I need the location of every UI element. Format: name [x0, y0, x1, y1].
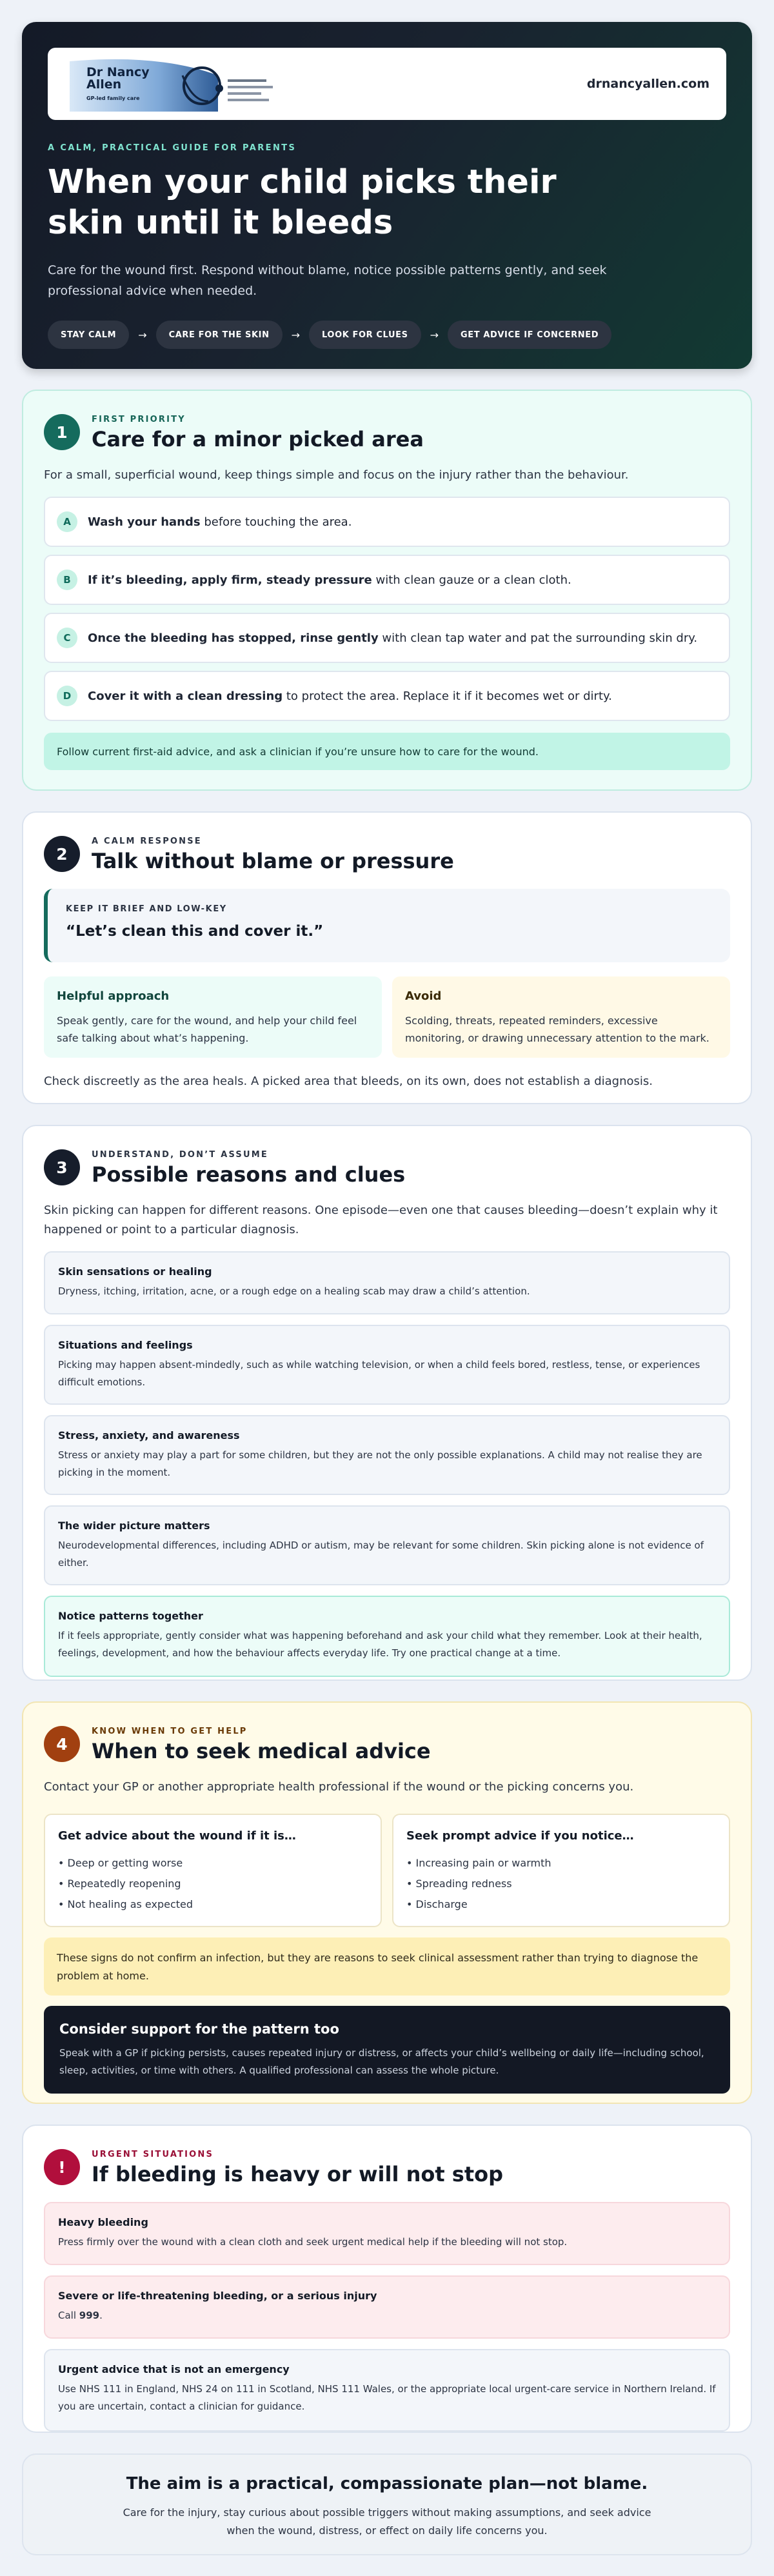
list-item — [44, 497, 730, 547]
step-letter-badge: C — [57, 628, 77, 648]
site-url-link[interactable]: drnancyallen.com — [586, 77, 710, 91]
closing-section — [22, 2453, 752, 2555]
wound-advice-box — [44, 1814, 382, 1927]
closing-text: Care for the injury, stay curious about possible triggers without making assumptions, and seek advice when the wound, distress, or effect on daily life concerns you. — [123, 2506, 651, 2537]
arrow-right-icon: → — [138, 328, 147, 341]
section-reasons — [22, 1125, 752, 1681]
list-item: • Deep or getting worse — [58, 1857, 183, 1869]
section-intro: For a small, superficial wound, keep things simple and focus on the injury rather than the behaviour. — [44, 468, 629, 482]
clue-text: Dryness, itching, irritation, acne, or a rough edge on a healing scab may draw a child’s attention. — [58, 1285, 530, 1297]
section-number-badge: 4 — [44, 1726, 80, 1762]
closing-title: The aim is a practical, compassionate plan—not blame. — [126, 2474, 648, 2493]
logo-name-line1: Dr Nancy — [86, 65, 150, 79]
list-item: • Repeatedly reopening — [58, 1878, 181, 1890]
quote-eyebrow: KEEP IT BRIEF AND LOW-KEY — [66, 904, 227, 914]
non-emergency-card — [44, 2349, 730, 2432]
step-letter-badge: B — [57, 570, 77, 590]
clue-text: Neurodevelopmental differences, including ADHD or autism, may be relevant for some children. Skin picking alone is not evidence of either. — [58, 1540, 704, 1569]
header-bar — [48, 48, 726, 120]
section-title: If bleeding is heavy or will not stop — [92, 2162, 503, 2186]
quote-text: “Let’s clean this and cover it.” — [66, 923, 324, 940]
list-item — [44, 555, 730, 605]
card-text — [58, 2307, 716, 2324]
clue-text: If it feels appropriate, gently consider what was happening beforehand and ask your child what they remember. Look at their health, feelings, development, and how the behaviour affects everyday life. Try one practical change at a time. — [58, 1630, 702, 1659]
card-title: Severe or life-threatening bleeding, or a serious injury — [58, 2290, 377, 2302]
section-number-badge: 1 — [44, 414, 80, 450]
section-title: Possible reasons and clues — [92, 1162, 406, 1187]
prompt-advice-box — [392, 1814, 730, 1927]
section-title: Care for a minor picked area — [92, 427, 424, 451]
box-title: Helpful approach — [57, 989, 170, 1003]
box-title: Seek prompt advice if you notice… — [406, 1829, 634, 1843]
care-steps-list — [44, 497, 730, 721]
card-title: Heavy bleeding — [58, 2216, 148, 2228]
step-text: to protect the area. Replace it if it becomes wet or dirty. — [283, 689, 612, 703]
hero-eyebrow: A CALM, PRACTICAL GUIDE FOR PARENTS — [48, 143, 297, 153]
section-eyebrow: URGENT SITUATIONS — [92, 2150, 214, 2159]
step-bold-text: Cover it with a clean dressing — [88, 689, 283, 703]
step-letter-badge: D — [57, 686, 77, 706]
section-number-badge: 3 — [44, 1149, 80, 1185]
avoid-box — [392, 976, 730, 1058]
section-intro: Skin picking can happen for different reasons. One episode—even one that causes bleeding—doesn’t explain why it happened or point to a particular diagnosis. — [44, 1204, 718, 1236]
step-bold-text: If it’s bleeding, apply firm, steady pressure — [88, 573, 372, 587]
section-urgent — [22, 2125, 752, 2433]
list-item: • Discharge — [406, 1898, 468, 1910]
support-box — [44, 2006, 730, 2094]
emergency-number[interactable]: 999 — [79, 2310, 100, 2321]
call-text: Call — [58, 2310, 79, 2321]
step-flow — [48, 321, 726, 349]
box-title: Consider support for the pattern too — [59, 2021, 339, 2037]
box-text: Speak with a GP if picking persists, causes repeated injury or distress, or affects your child’s wellbeing or daily life—including school, sleep, activities, or time with others. A qualified professional can assess the whole picture. — [59, 2047, 704, 2076]
quote-box — [44, 889, 730, 962]
infection-note: These signs do not confirm an infection, but they are reasons to seek clinical assessment rather than trying to diagnose the problem at home. — [44, 1937, 730, 1996]
hero-section — [22, 22, 752, 369]
notice-patterns-card — [44, 1596, 730, 1677]
section-care — [22, 390, 752, 791]
list-item: • Increasing pain or warmth — [406, 1857, 551, 1869]
step-pill-get-advice[interactable]: GET ADVICE IF CONCERNED — [448, 321, 611, 349]
box-text: Scolding, threats, repeated reminders, excessive monitoring, or drawing unnecessary attention to the mark. — [405, 1015, 710, 1044]
step-pill-stay-calm[interactable]: STAY CALM — [48, 321, 129, 349]
step-pill-care-for-skin[interactable]: CARE FOR THE SKIN — [156, 321, 283, 349]
section-footnote: Check discreetly as the area heals. A picked area that bleeds, on its own, does not establish a diagnosis. — [44, 1075, 653, 1088]
section-talk — [22, 811, 752, 1104]
clue-text: Stress or anxiety may play a part for some children, but they are not the only possible explanations. A child may not realise they are picking in the moment. — [58, 1449, 702, 1478]
section-eyebrow: FIRST PRIORITY — [92, 415, 186, 424]
section-medical-advice — [22, 1701, 752, 2104]
card-text: Press firmly over the wound with a clean cloth and seek urgent medical help if the bleeding will not stop. — [58, 2236, 568, 2248]
section-title: Talk without blame or pressure — [92, 849, 454, 873]
clue-title: Notice patterns together — [58, 1610, 203, 1622]
list-item: • Not healing as expected — [58, 1898, 194, 1910]
list-item — [44, 613, 730, 663]
step-letter-badge: A — [57, 511, 77, 532]
arrow-right-icon: → — [291, 328, 301, 341]
clue-title: The wider picture matters — [58, 1520, 210, 1532]
section-intro: Contact your GP or another appropriate health professional if the wound or the picking concerns you. — [44, 1780, 634, 1794]
alert-icon: ! — [44, 2149, 80, 2185]
first-aid-note: Follow current first-aid advice, and ask a clinician if you’re unsure how to care for the wound. — [44, 733, 730, 770]
step-text: with clean tap water and pat the surrounding skin dry. — [378, 631, 698, 645]
card-title: Urgent advice that is not an emergency — [58, 2363, 290, 2375]
clue-card — [44, 1505, 730, 1585]
clue-text: Picking may happen absent-mindedly, such as while watching television, or when a child feels bored, restless, tense, or experiences difficult emotions. — [58, 1359, 700, 1388]
box-title: Avoid — [405, 989, 442, 1003]
logo-name-line2: Allen — [86, 77, 122, 92]
step-pill-look-for-clues[interactable]: LOOK FOR CLUES — [309, 321, 421, 349]
section-eyebrow: KNOW WHEN TO GET HELP — [92, 1727, 248, 1736]
clue-card — [44, 1251, 730, 1314]
heavy-bleeding-card — [44, 2202, 730, 2265]
clue-title: Stress, anxiety, and awareness — [58, 1429, 240, 1442]
arrow-right-icon: → — [430, 328, 439, 341]
call-text-end: . — [99, 2310, 103, 2321]
clue-title: Situations and feelings — [58, 1339, 193, 1351]
section-title: When to seek medical advice — [92, 1739, 431, 1763]
section-eyebrow: UNDERSTAND, DON’T ASSUME — [92, 1150, 268, 1160]
card-text: Use NHS 111 in England, NHS 24 on 111 in Scotland, NHS 111 Wales, or the appropriate local urgent-care service in Northern Ireland. If you are uncertain, contact a clinician for guidance. — [58, 2383, 716, 2412]
step-text: before touching the area. — [200, 515, 352, 529]
page-title: When your child picks their skin until it bleeds — [48, 163, 557, 242]
step-bold-text: Wash your hands — [88, 515, 201, 529]
site-logo[interactable] — [70, 56, 283, 112]
step-bold-text: Once the bleeding has stopped, rinse gently — [88, 631, 379, 645]
box-text: Speak gently, care for the wound, and help your child feel safe talking about what’s happening. — [57, 1015, 357, 1044]
clue-card — [44, 1325, 730, 1405]
severe-bleeding-card — [44, 2275, 730, 2339]
step-text: with clean gauze or a clean cloth. — [372, 573, 571, 587]
clue-title: Skin sensations or healing — [58, 1265, 212, 1278]
section-number-badge: 2 — [44, 836, 80, 872]
helpful-approach-box — [44, 976, 382, 1058]
list-item: • Spreading redness — [406, 1878, 512, 1890]
list-item — [44, 671, 730, 721]
hero-lede: Care for the wound first. Respond without blame, notice possible patterns gently, and seek professional advice when needed. — [48, 263, 607, 298]
logo-tagline: GP-led family care — [86, 95, 140, 101]
box-title: Get advice about the wound if it is… — [58, 1829, 296, 1843]
section-eyebrow: A CALM RESPONSE — [92, 837, 202, 846]
clue-card — [44, 1415, 730, 1495]
